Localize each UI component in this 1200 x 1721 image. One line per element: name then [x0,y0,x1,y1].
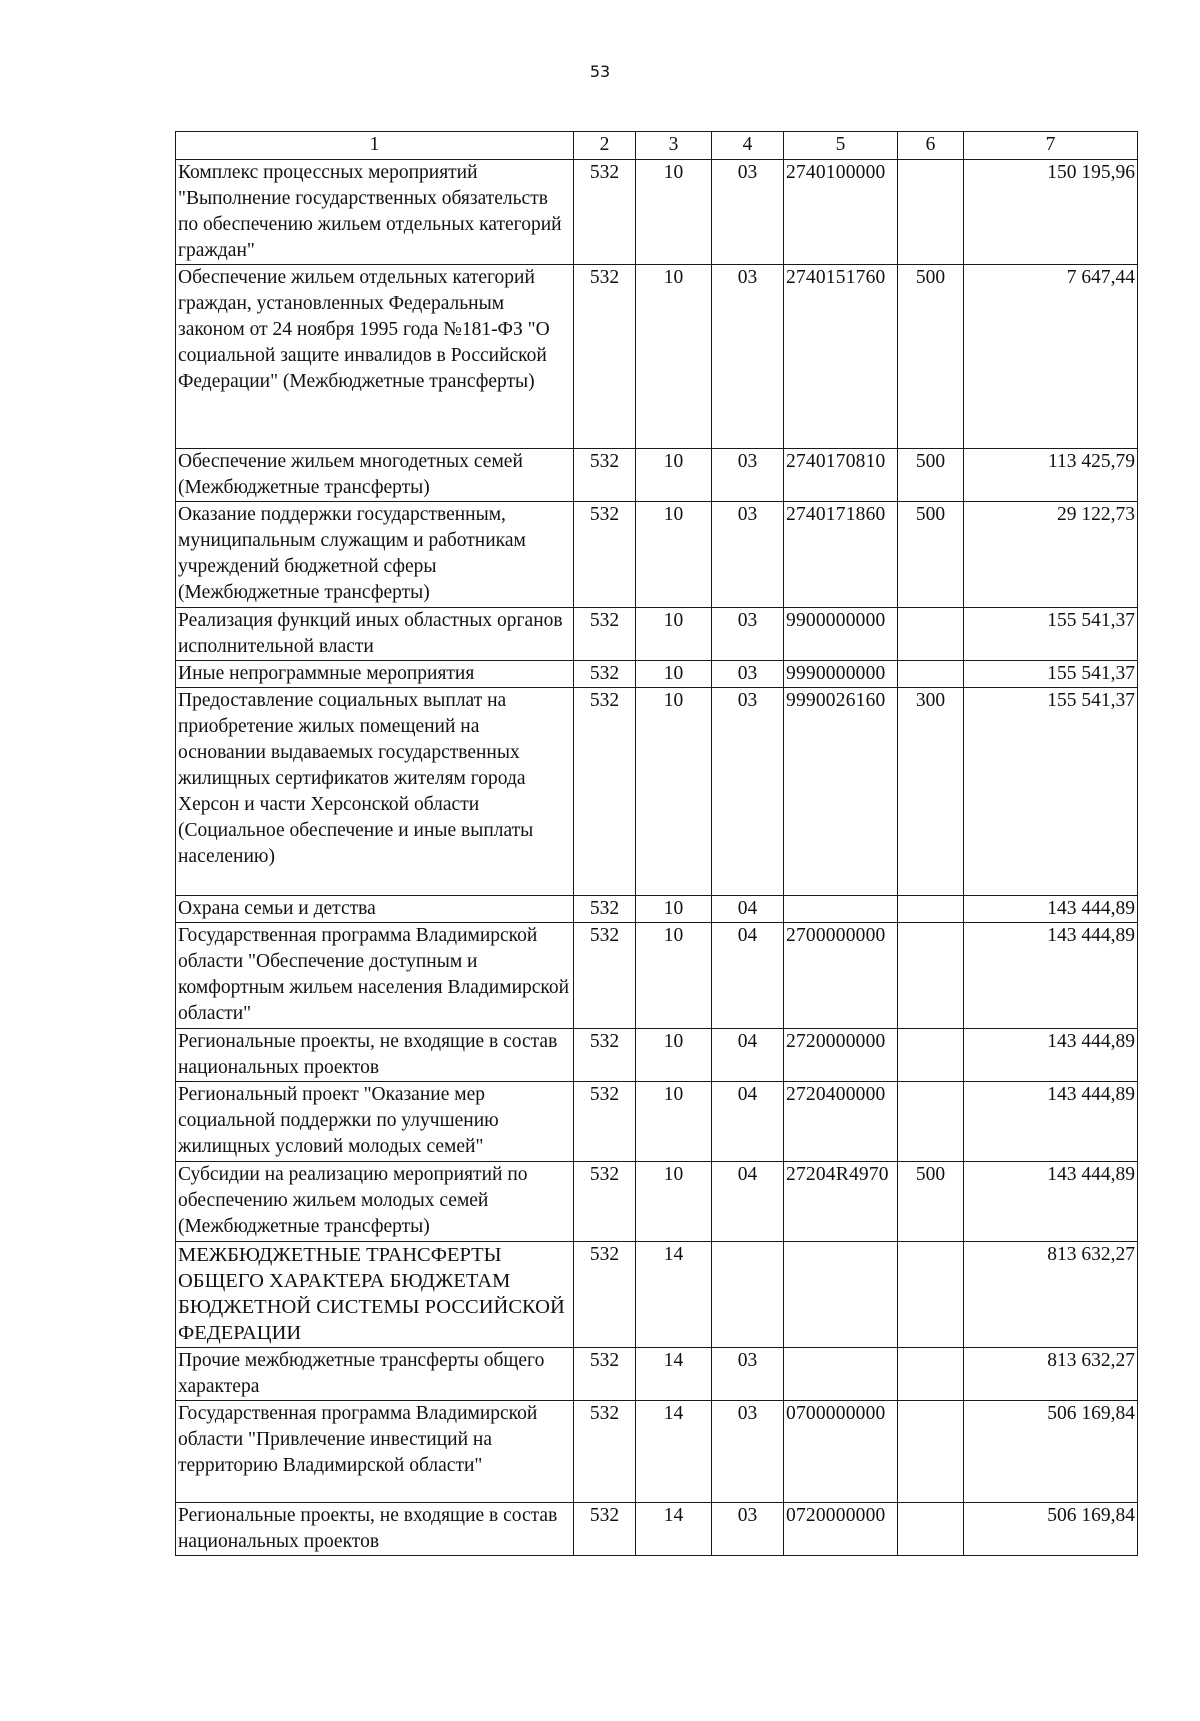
row-col-2: 532 [574,1503,636,1556]
row-col-3: 10 [636,160,712,265]
row-col-5: 2740171860 [784,502,898,608]
row-col-2: 532 [574,1162,636,1242]
row-name: Государственная программа Владимирской области "Обеспечение доступным и комфортным жильем населения Владимирской области" [176,923,574,1029]
row-col-3: 14 [636,1242,712,1348]
row-col-2: 532 [574,661,636,688]
row-col-4 [712,1242,784,1348]
row-col-5: 9900000000 [784,608,898,661]
row-name: Реализация функций иных областных органов исполнительной власти [176,608,574,661]
row-name: Региональные проекты, не входящие в состав национальных проектов [176,1503,574,1556]
row-col-2: 532 [574,265,636,449]
row-col-7: 155 541,37 [964,688,1138,896]
row-col-7: 155 541,37 [964,608,1138,661]
row-col-4: 03 [712,1401,784,1503]
row-col-7: 506 169,84 [964,1401,1138,1503]
row-col-4: 03 [712,160,784,265]
row-name: Предоставление социальных выплат на приобретение жилых помещений на основании выдаваемых государственных жилищных сертификатов жителям города Херсон и части Херсонской области (Социальное обеспечение и иные выплаты населению) [176,688,574,896]
row-col-6: 500 [898,265,964,449]
row-col-2: 532 [574,502,636,608]
row-name: Прочие межбюджетные трансферты общего характера [176,1348,574,1401]
row-col-7: 150 195,96 [964,160,1138,265]
row-col-6 [898,1503,964,1556]
row-col-5 [784,1242,898,1348]
table-row [176,502,1138,608]
row-col-7: 7 647,44 [964,265,1138,449]
row-col-6: 500 [898,1162,964,1242]
row-col-6 [898,608,964,661]
row-col-5: 2700000000 [784,923,898,1029]
table-row [176,1029,1138,1082]
header-col-4: 4 [712,132,784,160]
table-row [176,1162,1138,1242]
table-row [176,1082,1138,1162]
row-col-5: 9990026160 [784,688,898,896]
row-col-7: 813 632,27 [964,1242,1138,1348]
row-col-5 [784,1348,898,1401]
row-col-3: 10 [636,661,712,688]
row-col-6 [898,1082,964,1162]
row-col-4: 03 [712,449,784,502]
table-row [176,449,1138,502]
row-col-6 [898,1401,964,1503]
row-name: Охрана семьи и детства [176,896,574,923]
row-col-6: 500 [898,449,964,502]
row-col-2: 532 [574,1401,636,1503]
row-col-7: 155 541,37 [964,661,1138,688]
row-col-2: 532 [574,160,636,265]
row-col-2: 532 [574,1242,636,1348]
row-col-6: 500 [898,502,964,608]
table-row [176,896,1138,923]
row-col-3: 10 [636,449,712,502]
row-col-3: 14 [636,1503,712,1556]
row-name: Региональный проект "Оказание мер социальной поддержки по улучшению жилищных условий молодых семей" [176,1082,574,1162]
row-col-6 [898,923,964,1029]
row-name: Региональные проекты, не входящие в состав национальных проектов [176,1029,574,1082]
row-name: Субсидии на реализацию мероприятий по обеспечению жильем молодых семей (Межбюджетные трансферты) [176,1162,574,1242]
row-col-5: 2740100000 [784,160,898,265]
row-col-6 [898,1242,964,1348]
row-col-5: 0700000000 [784,1401,898,1503]
row-col-7: 143 444,89 [964,923,1138,1029]
row-col-5: 2740151760 [784,265,898,449]
row-col-7: 113 425,79 [964,449,1138,502]
row-col-2: 532 [574,688,636,896]
row-col-7: 143 444,89 [964,896,1138,923]
header-col-7: 7 [964,132,1138,160]
row-col-2: 532 [574,896,636,923]
row-name: Государственная программа Владимирской области "Привлечение инвестиций на территорию Владимирской области" [176,1401,574,1503]
row-col-4: 04 [712,896,784,923]
row-col-5: 2720000000 [784,1029,898,1082]
row-col-4: 03 [712,265,784,449]
row-col-7: 143 444,89 [964,1162,1138,1242]
row-col-2: 532 [574,923,636,1029]
row-name: Иные непрограммные мероприятия [176,661,574,688]
budget-table [175,131,1138,1556]
table-row [176,661,1138,688]
table-row [176,1503,1138,1556]
page-number: 53 [589,62,611,81]
row-col-2: 532 [574,449,636,502]
table-row [176,1401,1138,1503]
row-col-4: 04 [712,1029,784,1082]
row-col-5: 9990000000 [784,661,898,688]
row-col-7: 506 169,84 [964,1503,1138,1556]
row-col-7: 29 122,73 [964,502,1138,608]
table-header-row [176,132,1138,160]
row-col-3: 14 [636,1401,712,1503]
row-col-4: 03 [712,1348,784,1401]
row-col-3: 10 [636,688,712,896]
row-name: Комплекс процессных мероприятий "Выполнение государственных обязательств по обеспечению жильем отдельных категорий граждан" [176,160,574,265]
table-row [176,608,1138,661]
row-col-2: 532 [574,1029,636,1082]
row-col-3: 10 [636,502,712,608]
row-col-4: 03 [712,661,784,688]
row-name: Обеспечение жильем отдельных категорий граждан, установленных Федеральным законом от 24 ноября 1995 года №181-ФЗ "О социальной защите инвалидов в Российской Федерации" (Межбюджетные трансферты) [176,265,574,449]
row-col-3: 14 [636,1348,712,1401]
row-col-5: 2720400000 [784,1082,898,1162]
row-col-4: 04 [712,923,784,1029]
table-row [176,1242,1138,1348]
row-col-2: 532 [574,1348,636,1401]
table-row [176,1348,1138,1401]
row-col-3: 10 [636,1029,712,1082]
row-col-6 [898,1029,964,1082]
row-col-6 [898,160,964,265]
row-col-4: 03 [712,608,784,661]
row-col-4: 03 [712,1503,784,1556]
row-col-4: 04 [712,1162,784,1242]
row-col-6 [898,661,964,688]
row-col-4: 04 [712,1082,784,1162]
row-col-7: 143 444,89 [964,1029,1138,1082]
header-col-2: 2 [574,132,636,160]
header-col-3: 3 [636,132,712,160]
header-col-1: 1 [176,132,574,160]
table-row [176,160,1138,265]
row-col-3: 10 [636,1162,712,1242]
row-col-5: 2740170810 [784,449,898,502]
row-col-7: 813 632,27 [964,1348,1138,1401]
row-col-6: 300 [898,688,964,896]
row-col-6 [898,1348,964,1401]
row-name: Обеспечение жильем многодетных семей (Межбюджетные трансферты) [176,449,574,502]
row-col-5: 27204R4970 [784,1162,898,1242]
table-row [176,688,1138,896]
row-col-3: 10 [636,923,712,1029]
row-col-3: 10 [636,896,712,923]
row-name: МЕЖБЮДЖЕТНЫЕ ТРАНСФЕРТЫ ОБЩЕГО ХАРАКТЕРА БЮДЖЕТАМ БЮДЖЕТНОЙ СИСТЕМЫ РОССИЙСКОЙ ФЕДЕРАЦИИ [176,1242,574,1348]
row-col-4: 03 [712,688,784,896]
row-col-6 [898,896,964,923]
table-row [176,923,1138,1029]
row-col-5 [784,896,898,923]
row-col-3: 10 [636,1082,712,1162]
row-col-4: 03 [712,502,784,608]
table-row [176,265,1138,449]
header-col-6: 6 [898,132,964,160]
row-col-3: 10 [636,608,712,661]
header-col-5: 5 [784,132,898,160]
row-col-2: 532 [574,1082,636,1162]
row-col-2: 532 [574,608,636,661]
row-col-3: 10 [636,265,712,449]
row-col-5: 0720000000 [784,1503,898,1556]
row-name: Оказание поддержки государственным, муниципальным служащим и работникам учреждений бюджетной сферы (Межбюджетные трансферты) [176,502,574,608]
row-col-7: 143 444,89 [964,1082,1138,1162]
